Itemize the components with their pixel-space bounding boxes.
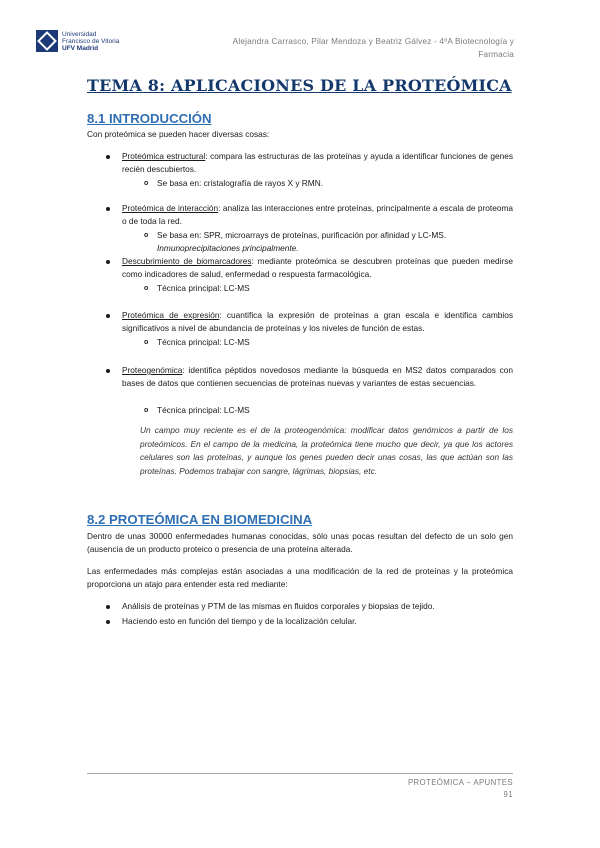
sub-item: Técnica principal: LC-MS — [157, 405, 250, 415]
item-term: Proteogenómica — [122, 365, 183, 375]
bullet-icon — [106, 620, 110, 624]
item-desc: : compara las estructuras de las proteínas y ayuda a identificar funciones de genes recién descubiertos. — [122, 151, 513, 174]
bullet-icon — [106, 605, 110, 609]
paragraph: Las enfermedades más complejas están asociadas a una modificación de la red de proteínas y la proteómica proporciona un atajo para entender esta red mediante: — [87, 566, 513, 589]
footer-subject: PROTEÓMICA – APUNTES — [407, 778, 513, 787]
list-item — [122, 364, 513, 390]
bullet-icon — [106, 155, 110, 159]
list-item — [122, 255, 513, 281]
item-term: Proteómica de interacción — [122, 203, 219, 213]
sub-item-text: Se basa en: SPR, microarrays de proteínas, purificación por afinidad y LC-MS. — [157, 230, 447, 240]
note-paragraph: Un campo muy reciente es el de la proteogenómica: modificar datos genómicos a partir de los proteómicos. En el campo de la medicina, la proteómica tiene mucho que decir, ya que los actores celulares son las proteínas, y aunque los genes pueden decir unas cosas, las que actúan son las proteínas. Podemos trabajar con sangre, lágrimas, biopsias, etc. — [140, 425, 513, 476]
authors-line-1: Alejandra Carrasco, Pilar Mendoza y Beatriz Gálvez - 4ºA Biotecnología y — [232, 37, 514, 46]
item-desc: : analiza las interacciones entre proteínas, principalmente a escala de proteoma o de toda la red. — [122, 203, 513, 226]
sub-bullet-icon: o — [144, 407, 149, 414]
sub-bullet-icon: o — [144, 339, 149, 346]
bullet-icon — [106, 207, 110, 211]
page-number: 91 — [503, 790, 513, 799]
list-item: Análisis de proteínas y PTM de las mismas en fluidos corporales y biopsias de tejido. — [122, 601, 435, 611]
section-heading-biomedicina: 8.2 PROTEÓMICA EN BIOMEDICINA — [87, 512, 313, 527]
list-item — [122, 202, 513, 228]
item-term: Proteómica estructural — [122, 151, 206, 161]
logo-line-1: Universidad — [62, 30, 97, 38]
logo-line-3: UFV Madrid — [62, 44, 99, 52]
sub-item — [157, 229, 513, 255]
logo-line-2: Francisco de Vitoria — [62, 37, 120, 45]
item-term: Proteómica de expresión — [122, 310, 220, 320]
list-item — [122, 150, 513, 176]
sub-item-extra: Inmunoprecipitaciones principalmente. — [157, 243, 299, 253]
list-item: Haciendo esto en función del tiempo y de la localización celular. — [122, 616, 357, 626]
bullet-icon — [106, 369, 110, 373]
sub-item: Se basa en: cristalografía de rayos X y RMN. — [157, 178, 324, 188]
item-desc: : mediante proteómica se descubren proteínas que pueden medirse como indicadores de salud, enfermedad o respuesta farmacológica. — [122, 256, 514, 279]
university-logo — [36, 30, 119, 52]
page-title: TEMA 8: APLICACIONES DE LA PROTEÓMICA — [87, 76, 512, 95]
logo-text — [62, 31, 119, 52]
sub-bullet-icon: o — [144, 232, 149, 239]
item-term: Descubrimiento de biomarcadores — [122, 256, 252, 266]
authors-line-2: Farmacia — [478, 50, 514, 59]
sub-bullet-icon: o — [144, 180, 149, 187]
sub-bullet-icon: o — [144, 285, 149, 292]
item-desc: : cuantifica la expresión de proteínas a gran escala e identifica cambios significativos a nivel de abundancia de proteínas y los niveles de función de estas. — [122, 310, 513, 333]
sub-item: Técnica principal: LC-MS — [157, 337, 250, 347]
sub-item: Técnica principal: LC-MS — [157, 283, 250, 293]
section-heading-introduccion: 8.1 INTRODUCCIÓN — [87, 111, 212, 126]
bullet-icon — [106, 314, 110, 318]
page-header-authors — [214, 35, 514, 61]
footer-divider — [87, 773, 513, 774]
item-desc: : identifica péptidos novedosos mediante la búsqueda en MS2 datos comparados con bases de datos que contienen secuencias de proteínas nuevas y variantes de estas secuencias. — [122, 365, 513, 388]
paragraph: Dentro de unas 30000 enfermedades humanas conocidas, sólo unas pocas resultan del defecto de un solo gen (ausencia de un producto proteico o presencia de una proteína alterada. — [87, 531, 513, 554]
bullet-icon — [106, 260, 110, 264]
list-item — [122, 309, 513, 335]
intro-paragraph: Con proteómica se pueden hacer diversas cosas: — [87, 129, 270, 139]
ufv-emblem-icon — [36, 30, 58, 52]
page-footer — [408, 777, 513, 801]
